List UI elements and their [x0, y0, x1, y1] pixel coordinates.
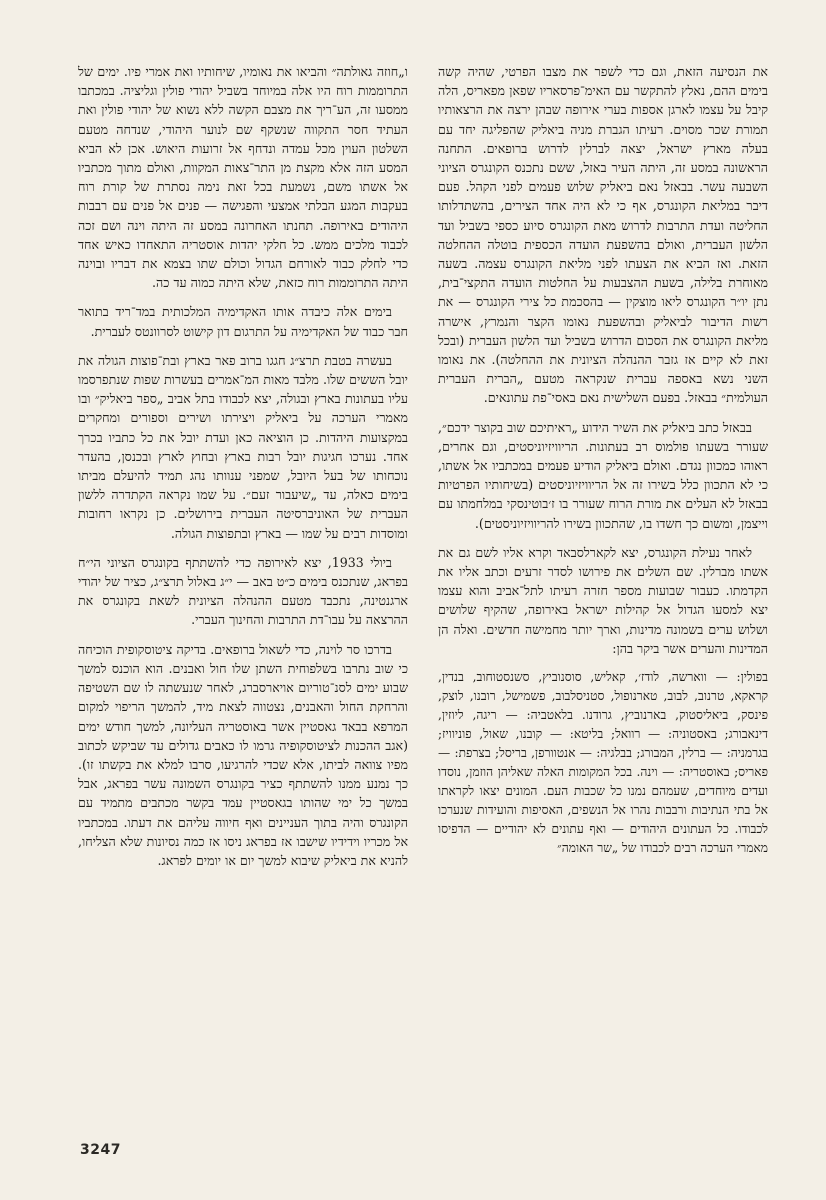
paragraph: לאחר נעילת הקונגרס, יצא לקארלסבאד וקרא אליו לשם גם את אשתו מברלין. שם השלים את פירושו לסדר זרעים וכתב אליו את הקדמתו. כעבור שבועות מספר חזרה רעיתו לתל־אביב והוא עצמו יצא למסעו הגדול אל קהילות ישראל באירופה, שהקיף שלושים ושלוש ערים בשמונה מדינות, וארך יותר מחמישה חדשים. ואלה הן המדינות והערים אשר ביקר בהן: [438, 544, 768, 656]
left-text-column [78, 62, 408, 1122]
paragraph: ו„חוזה גאולתה״ והביאו את נאומיו, שיחותיו ואת אמרי פיו. ימים של התרוממות רוח היו אלה במיוחד בשביל יהודי פולין וגליציה. במכתבו ממסעו זה, הע־ריך את מצבם הקשה ללא נשוא של יהודי פולין ואת העתיד חסר התקווה שנשקף שם לנוער היהודי, שנדחה מטעם השלטון העוין מכל עמדה ונדחף אל זרועות היאוש. אכן לא הביא המסע הזה אלא מקצת מן התר־צאות המקוות, ואולם מתוך מכתביו אל אשתו משם, נשמעת בכל זאת נימה נסתרת של קורת רוח בעקבות המגע הבלתי אמצעי והפגישה — פנים אל פנים עם רבבות היהודים באירופה. תחנתו האחרונה במסע זה היתה וינה ושם זכה לכבוד מלכים ממש. כל חלקי יהדות אוסטריה התאחדו כאיש אחד כדי לחלק כבוד לאורחם הגדול וכולם שתו בצמא את דבריו ובוינה היתה התרוממות רוח כזאת, שלא היתה כמוה עד כה. [78, 64, 408, 291]
paragraph: בעשרה בטבת תרצ״ג חגגו ברוב פאר בארץ ובת־פוצות הגולה את יובל הששים שלו. מלבד מאות המ־אמרים בעשרות שפות שנתפרסמו עליו בעתונות בארץ ובגולה, יצא לכבודו בתל אביב „ספר ביאליק״ ובו מאמרי הערכה על ביאליק ויצירתו ושירים וספורים ומחקרים במקצועות היהדות. כן הוציאה כאן ועדת יובל את כל כתביו בכרך אחד. נערכו חגיגות יובל רבות בארץ ובחוץ לארץ ובכנסן, בהעדר נוכחותו של בעל היובל, שמפני ענוותו נהג תמיד להיעלם מביתו בימים כאלה, עד „שיעבור זעם״. על שמו נקראה הקתדרה ללשון העברית של האוניברסיטה העברית בירושלים. כן נקראו רחובות ומוסדות רבים על שמו — בארץ ובתפוצות הגולה. [78, 352, 408, 541]
page-number: 3247 [80, 1142, 121, 1158]
paragraph: בבאזל כתב ביאליק את השיר הידוע „ראיתיכם שוב בקוצר ידכם״, שעורר בשעתו פולמוס רב בעתונות. הריוויזיוניסטים, וגם אחרים, ראוהו כמכוון נגדם. ואולם ביאליק הודיע פעמים במכתביו אל אשתו, כי לא התכוון כלל בשירו זה אל הריוויזיוניסטים (בשיחותיו הפרטיות בבאזל לא העלים את מורת הרוח שעורר בו ז׳בוטינסקי במלחמתו עם וייצמן, ומשום כך חשדו בו, שהתכוון בשירו להריוויזיוניסטים). [438, 419, 768, 531]
right-text-column [438, 62, 768, 1122]
country-city-list: בפולין: — ווארשה, לודז׳, קאליש, סוסנוביץ, סשנסטוחוב, בנדין, קראקא, טרנוב, לבוב, טארנופול, סטניסלבוב, פשמישל, רובנו, לוצק, פינסק, ביאליסטוק, בארנוביץ, גרודנו. בלאטביה: — ריגה, ליוזין, דינאבורג; באסטוניה: — רוואל; בליטא: — קובנו, שאול, פוניוויז; בגרמניה: — ברלין, המבורג; בבלגיה: — אנטוורפן, בריסל; בצרפת: — פאריס; באוסטריה: — וינה. בכל המקומות האלה שאליהן הוזמן, נוסדו ועדים מיוחדים, שעמהם נמנו כל שכבות העם. המונים יצאו לקראתו אל בתי הנתיבות ורבבות נהרו אל הנשפים, האסיפות והועידות שנערכו לכבודו. כל העתונים היהודים — ואף עתונים לא יהודיים — הדפיסו מאמרי הערכה רבים לכבודו של „שר האומה״ [438, 670, 768, 856]
paragraph: בימים אלה כיבדה אותו האקדימיה המלכותית במד־ריד בתואר חבר כבוד של האקדימיה על התרגום דון קישוט לסרוונטס לעברית. [78, 304, 408, 339]
paragraph: בדרכו סר לוינה, כדי לשאול ברופאים. בדיקה ציטוסקופית הוכיחה כי שוב נתרבו בשלפוחית השתן שלו חול ואבנים. הוא הוכנס למשך שבוע ימים לסנ־טוריום אויארסברג, לאחר שנעשתה לו שם השטיפה והרחקת החול והאבנים, נצטווה לצאת מיד, להמשך הריפוי למקום המרפא בבאד גאסטיין אשר באוסטריה העליונה, למשך חודש ימים (אגב ההכנות לציטוסקופיה גרמו לו כאבים גדולים עד שביקש לכתוב מפיו צוואה לביתו, אלא שכדי להרגיעו, סרבו למלא את בקשתו זו). כך נמנע ממנו להשתתף כציר בקונגרס השמונה עשר בפראג, אבל במשך כל ימי שהותו בגאסטיין עמד בקשר מכתבים מתמיד עם הקונגרס והיה בתוך העניינים ואף חיווה עליהם את דעתו. במכתביו אל מכריו וידידיו שישבו אז בפראג ניסו אז כמה נסיונות שלא הצליחו, להניא את ביאליק שיבוא למשך יום או יומים לפראג. [78, 641, 408, 868]
paragraph: את הנסיעה הזאת, וגם כדי לשפר את מצבו הפרטי, שהיה קשה בימים ההם, נאלץ להתקשר עם האימ־פרסאריו שפאן מפאריס, הלה קיבל על עצמו לארגן אספות בערי אירופה שבהן ירצה את הרצאותיו תמורת שכר מסוים. רעיתו הגברת מניה ביאליק שהפליגה יחד עם בעלה מארץ ישראל, יצאה לברלין לדרוש ברופאים. התחנה הראשונה במסע זה, היתה העיר באזל, ששם נתכנס הקונגרס הציוני השבעה עשר. בבאזל נאם ביאליק שלוש פעמים לפני הקהל. פעם דיבר במליאת הקונגרס, אף כי לא היה אחד הצירים, בהשתדלותו החליטה ועדת התרבות לדרוש מאת הקונגרס סיוע כספי בשביל ועד הלשון העברית, ואולם בהשפעת הועדה הכספית בוטלה ההחלטה הזאת. ואז הביא את הצעתו לפני מליאת הקונגרס עצמה. בשעה מאוחרת בלילה, בשעת ההצבעות על החלטות הועדה התקצי־בית, נתן יו״ר הקונגרס ליאו מוצקין — בהסכמת כל צירי הקונגרס — את רשות הדיבור לביאליק ובהשפעת נאומו הקצר והנמרץ, אישרה מליאת הקונגרס את הסכום הדרוש בשביל ועד הלשון העברית (ובכל זאת לא קיים אז גזבר ההנהלה הציונית את ההחלטה). את נאומו השני נשא באספה עברית שנקראה מטעם „הברית העברית העולמית״ בבאזל. בפעם השלישית נאם באסי־פת עתונאים. [438, 64, 768, 406]
paragraph: ביולי 1933, יצא לאירופה כדי להשתתף בקונגרס הציוני הי״ח בפראג, שנתכנס בימים כ״ט באב — י״ג באלול תרצ״ג, כציר של יהודי ארגנטינה, נתכבד מטעם ההנהלה הציונית לשאת בקונגרס את ההרצאה על עבו־דת התרבות והחינוך העברי. [78, 554, 408, 628]
